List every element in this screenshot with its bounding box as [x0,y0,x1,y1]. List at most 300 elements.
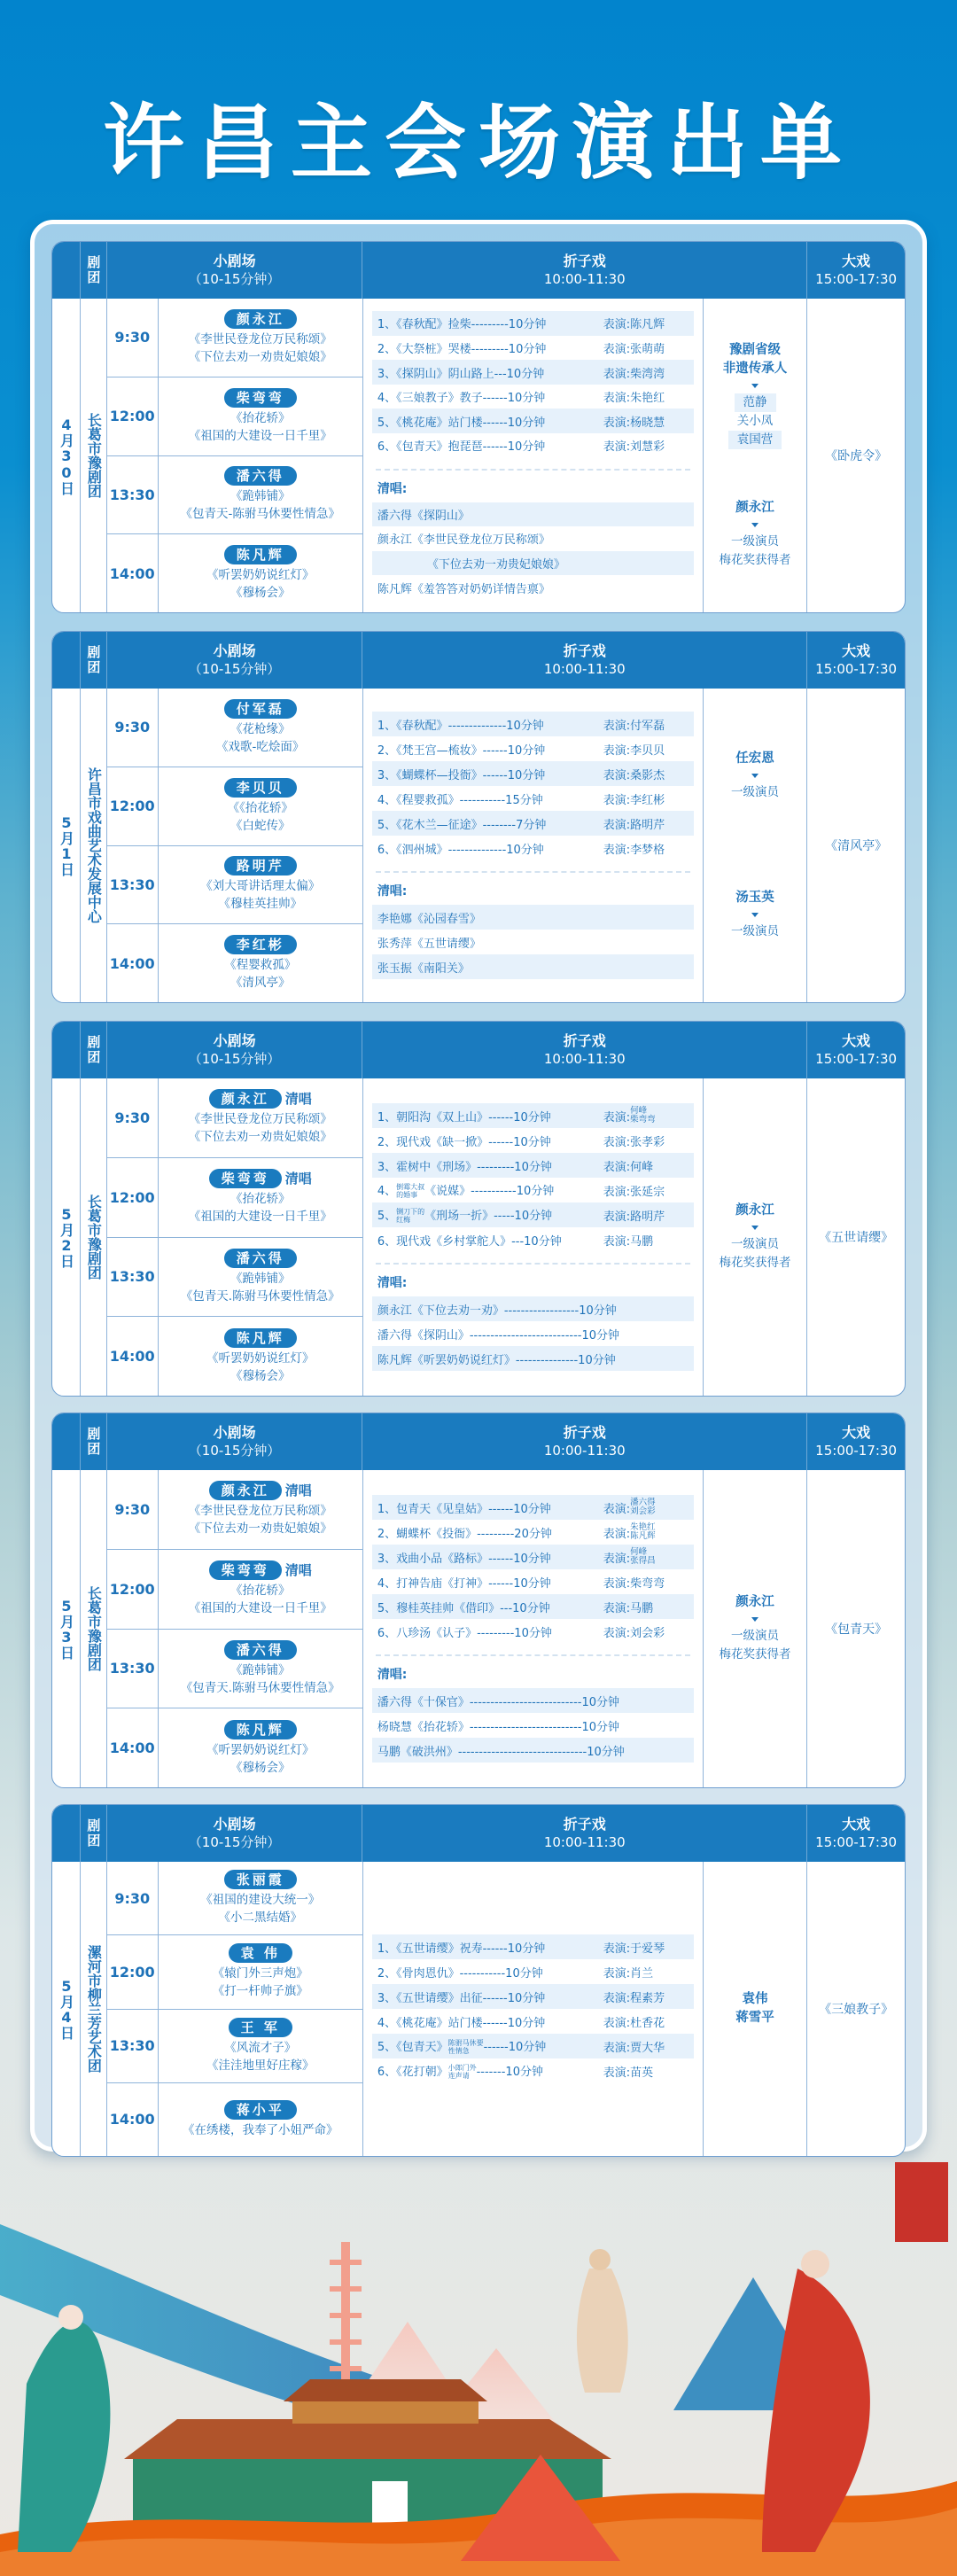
performer-badge: 张丽霞 [224,1870,297,1889]
zhezixi-performer [603,437,689,454]
subtitle-line: 铡刀下的 [396,1208,425,1217]
work-title: 《风流才子》 [224,2040,297,2055]
zhezixi-item [372,1984,694,2009]
work-title: 《洼洼地里好庄稼》 [206,2058,315,2073]
qingchang-item: 颜永江《李世民登龙位万民称颂》 [377,533,550,548]
zhezixi-title: 5、《桃花庵》站门楼------10分钟 [377,416,546,430]
zhezixi-item [372,385,694,409]
zhezixi-performer [603,1623,689,1640]
zhezixi-title: 1、《春秋配》捡柴---------10分钟 [377,318,547,332]
zhezixi-performer [603,1132,689,1149]
zhezixi-performer [603,1157,689,1174]
date-wrap [52,689,80,1002]
slot-time: 14:00 [107,1708,159,1787]
schedule-section [51,1804,906,2157]
header-zhezixi-label: 折子戏 [563,642,606,659]
performer-extra-label: 清唱 [284,1091,312,1108]
small-theater-slots [107,299,363,612]
performer-badge: 李红彬 [224,935,297,954]
qingchang-item: 陈凡辉《羞答答对奶奶详情告禀》 [377,582,550,596]
caret-down-icon [751,384,759,388]
header-zhezixi [362,632,807,689]
date-label: 5月3日 [58,1598,75,1660]
table-header [52,632,905,689]
qingchang-item: 潘六得《探阴山》---------------------------10分钟 [377,1328,620,1342]
performer-name: 刘会彩 [630,1506,656,1516]
performer-name: 潘六得 [630,1498,656,1507]
header-zhezixi-label: 折子戏 [563,1816,606,1833]
zhezixi-performer [603,413,689,430]
perform-prefix: 表演: [603,1234,631,1249]
time-slot-row [107,924,362,1002]
time-slot-row [107,2083,362,2156]
schedule-section [51,241,906,613]
zhezixi-item [372,1934,694,1959]
header-zhezixi-time: 10:00-11:30 [543,1051,626,1067]
work-title: 《穆杨会》 [230,1760,291,1775]
header-troupe [81,1022,107,1078]
zhezixi-title: 1、朝阳沟《双上山》------10分钟 [377,1110,551,1125]
date-label: 5月2日 [58,1206,75,1268]
subtitle-line: 的婚事 [396,1191,418,1200]
featured-heading: 蒋雪平 [735,2011,774,2025]
performer-name: 路明芹 [630,818,665,832]
qingchang-item: 《下位去劝一劝贵妃娘娘》 [372,551,694,576]
subtitle-line: 陈驸马休要 [447,2039,484,2048]
performer-badge: 蒋小平 [224,2100,297,2120]
perform-prefix: 表演: [603,1210,631,1224]
featured-group [720,1202,791,1272]
performer-row [224,935,297,954]
performer-badge: 陈凡辉 [224,1328,297,1348]
work-title: 《跪韩铺》 [230,1271,291,1286]
performer-name: 何峰 [630,1547,648,1557]
subtitle-line: 红梅 [396,1216,411,1225]
work-title: 《下位去劝一劝贵妃娘娘》 [188,1130,332,1145]
time-slot-row [107,299,362,377]
zhezixi-item [372,736,694,761]
zhezixi-item [372,1227,694,1252]
work-title: 《包青天-陈驸马休要性情急》 [180,507,340,522]
featured-performers-cell [704,299,808,612]
header-zhezixi [362,1805,807,1862]
time-slot-row [107,1470,362,1550]
perform-prefix: 表演: [603,367,631,381]
work-title: 《刘大哥讲话理太偏》 [200,879,321,894]
featured-group [723,341,788,449]
slot-time: 9:30 [107,1862,159,1934]
zhezixi-performer [603,1498,689,1516]
perform-prefix: 表演: [603,1135,631,1149]
zhezixi-performer [603,315,689,331]
perform-prefix: 表演: [603,2066,631,2080]
zhezixi-item [372,409,694,433]
zhezixi-title: 5、《花木兰—征途》--------7分钟 [377,818,547,832]
zhezixi-performer [603,388,689,405]
perform-prefix: 表演: [603,2016,631,2030]
featured-group [735,1990,774,2027]
header-small-theater-duration: （10-15分钟） [188,1051,281,1067]
time-slot-row [107,689,362,767]
small-theater-slots [107,689,363,1002]
featured-group [720,1593,791,1664]
slot-time: 12:00 [107,1158,159,1237]
performer-badge: 颜永江 [209,1089,282,1109]
performer-row [224,1640,297,1660]
work-title: 《李世民登龙位万民称颂》 [188,331,332,346]
troupe-name: 长葛市豫剧团 [85,413,103,498]
table-body [52,1078,905,1396]
qingchang-item: 陈凡辉《听罢奶奶说红灯》---------------10分钟 [372,1346,694,1371]
perform-prefix: 表演: [603,1966,631,1981]
perform-prefix: 表演: [603,2041,631,2055]
daxi-cell [807,1862,905,2156]
zhezixi-cell [363,299,704,612]
header-date-cell [52,1413,81,1470]
zhezixi-item [372,1545,694,1569]
zhezixi-item [372,712,694,736]
time-slot-row [107,1158,362,1238]
header-zhezixi-label: 折子戏 [563,253,606,269]
troupe-wrap [81,689,106,1002]
performer-name: 马鹏 [630,1601,654,1615]
zhezixi-title: 4、打神告庙《打神》------10分钟 [377,1576,551,1591]
daxi-title: 《三娘教子》 [819,2003,894,2017]
subtitle-line: 连声请 [447,2072,470,2081]
zhezixi-title: 1、《春秋配》--------------10分钟 [377,719,544,733]
troupe-wrap [81,1862,106,2156]
slot-content [159,1158,362,1237]
zhezixi-item [372,836,694,860]
work-title: 《穆杨会》 [230,1368,291,1383]
performer-badge: 柴弯弯 [224,388,297,408]
performer-name: 柴湾湾 [630,367,665,381]
slot-time: 14:00 [107,2083,159,2156]
performer-badge: 王 军 [229,2018,292,2037]
performer-name: 马鹏 [630,1234,654,1249]
perform-prefix: 表演: [603,743,631,758]
zhezixi-title: 5、《包青天》 陈驸马休要 性情急 ------10分钟 [377,2039,547,2056]
zhezixi-item [372,811,694,836]
performer-name: 刘慧彩 [630,440,665,455]
time-slot-row [107,1078,362,1158]
zhezixi-performer [603,364,689,381]
performer-name: 付军磊 [630,719,665,733]
header-zhezixi-time: 10:00-11:30 [543,661,626,677]
featured-group [720,499,791,570]
performer-row [224,778,297,798]
date-label: 4月30日 [58,416,75,495]
subtitle-line: 性情急 [447,2047,470,2056]
small-theater-slots [107,1862,363,2156]
slot-time: 13:30 [107,2010,159,2082]
header-small-theater-label: 小剧场 [213,253,256,269]
time-slot-row [107,1862,362,1935]
work-title: 《李世民登龙位万民称颂》 [188,1112,332,1127]
featured-note: 一级演员 [731,785,779,799]
time-slot-row [107,377,362,456]
performer-extra-label: 清唱 [284,1171,312,1187]
zhezixi-performer [603,2063,689,2080]
table-body [52,689,905,1002]
performer-badge: 陈凡辉 [224,1720,297,1739]
troupe-cell [81,1078,107,1396]
header-small-theater [107,1413,362,1470]
performer-name: 张孝彩 [630,1135,665,1149]
zhezixi-title: 3、《蝴蝶杯—投衙》------10分钟 [377,768,546,782]
troupe-name: 许昌市戏曲艺术发展中心 [85,767,103,923]
small-theater-slots [107,1078,363,1396]
time-slot-row [107,456,362,535]
performer-row [224,1870,297,1889]
work-title: 《祖国的大建设一日千里》 [188,1210,332,1225]
date-label: 5月1日 [58,814,75,876]
featured-heading: 非遗传承人 [722,362,788,376]
schedule-section [51,1021,906,1397]
schedule-section [51,631,906,1003]
zhezixi-performer [603,1939,689,1956]
performer-name: 肖兰 [630,1966,654,1981]
header-small-theater-duration: （10-15分钟） [188,1443,281,1459]
perform-prefix: 表演: [603,1527,631,1541]
header-date-cell [52,1805,81,1862]
work-title: 《抬花轿》 [230,410,291,425]
zhezixi-item [372,2034,694,2058]
daxi-cell [807,689,905,1002]
zhezixi-item [372,1495,694,1520]
zhezixi-performer [603,1107,689,1125]
header-small-theater-duration: （10-15分钟） [188,271,281,287]
performer-row [229,1943,292,1963]
header-daxi-label: 大戏 [842,642,871,659]
featured-note: 一级演员 [731,924,779,938]
zhezixi-subtitle [448,2064,477,2080]
zhezixi-title: 4、《桃花庵》站门楼------10分钟 [377,2016,546,2030]
header-daxi-time: 15:00-17:30 [815,1834,898,1850]
opera-illustration [0,2162,957,2576]
work-title: 《清风亭》 [230,976,291,991]
dashed-divider [376,871,690,873]
header-date-cell [52,632,81,689]
performer-name: 李贝贝 [630,743,665,758]
slot-content [159,1317,362,1396]
work-title: 《打一杆帅子旗》 [212,1984,308,1999]
header-troupe [81,632,107,689]
work-title: 《小二黑结婚》 [218,1911,302,1926]
qingchang-title: 清唱: [377,884,408,899]
zhezixi-performer [603,2013,689,2030]
featured-note: 一级演员 [731,534,779,549]
performer-name: 程素芳 [630,1991,665,2005]
header-small-theater [107,1022,362,1078]
header-troupe-label: 剧团 [85,1818,102,1848]
header-daxi-time: 15:00-17:30 [815,661,898,677]
qingchang-item: 颜永江《下位去劝一劝》------------------10分钟 [372,1296,694,1321]
slot-time: 9:30 [107,299,159,377]
caret-down-icon [751,774,759,778]
header-daxi-label: 大戏 [842,253,871,269]
slot-time: 12:00 [107,1935,159,2008]
performer-row [224,1249,297,1268]
header-small-theater-duration: （10-15分钟） [188,661,281,677]
perform-prefix: 表演: [603,793,631,807]
perform-prefix: 表演: [603,392,631,406]
zhezixi-title: 6、八珍汤《认子》---------10分钟 [377,1626,552,1640]
zhezixi-title: 3、《探阴山》阴山路上---10分钟 [377,367,545,381]
performer-badge: 颜永江 [224,309,297,329]
time-slot-row [107,1935,362,2009]
header-date-cell [52,1022,81,1078]
zhezixi-item [372,1619,694,1644]
work-title: 《在绣楼，我奉了小姐严命》 [182,2122,338,2137]
performer-name: 何峰 [630,1106,648,1116]
caret-down-icon [751,1226,759,1230]
table-header [52,1413,905,1470]
date-cell [52,1862,81,2156]
zhezixi-item [372,360,694,385]
header-small-theater-label: 小剧场 [213,1424,256,1441]
header-daxi [807,1022,905,1078]
performer-row [224,466,297,486]
header-daxi-time: 15:00-17:30 [815,271,898,287]
zhezixi-title: 2、《梵王宫—梳妆》------10分钟 [377,743,546,758]
zhezixi-performer [603,2038,689,2055]
slot-content [159,534,362,612]
table-body [52,1862,905,2156]
header-zhezixi-time: 10:00-11:30 [543,1443,626,1459]
performer-name: 刘会彩 [630,1626,665,1640]
performer-badge: 柴弯弯 [209,1560,282,1580]
date-cell [52,1470,81,1787]
featured-heading: 袁伟 [742,1992,768,2006]
performer-badge: 潘六得 [224,1640,297,1660]
zhezixi-title: 3、霍树中《刑场》---------10分钟 [377,1160,552,1174]
date-label: 5月4日 [58,1978,75,2040]
work-title: 《李世民登龙位万民称颂》 [188,1504,332,1519]
time-slot-row [107,1630,362,1709]
troupe-name: 漯河市柳兰芳艺术团 [85,1945,103,2073]
time-slot-row [107,846,362,925]
decorative-scene-icon [0,2162,957,2576]
troupe-name: 长葛市豫剧团 [85,1195,103,1280]
zhezixi-item [372,1153,694,1178]
work-title: 《抬花轿》 [230,1584,291,1599]
zhezixi-item [372,1959,694,1984]
date-wrap [52,1470,80,1787]
header-troupe-label: 剧团 [85,1427,102,1457]
slot-content [159,1550,362,1629]
performer-name: 陈凡辉 [630,318,665,332]
performer-pair [630,1498,656,1516]
time-slot-row [107,767,362,846]
header-small-theater-label: 小剧场 [213,1816,256,1833]
performer-badge: 陈凡辉 [224,545,297,564]
perform-prefix: 表演: [603,318,631,332]
daxi-cell [807,1078,905,1396]
zhezixi-item [372,2009,694,2034]
caret-down-icon [751,1617,759,1622]
perform-prefix: 表演: [603,818,631,832]
zhezixi-item [372,433,694,458]
performer-pair [630,1107,656,1125]
zhezixi-title: 4、 倒霉大叔 的婚事 《说媒》-----------10分钟 [377,1183,555,1200]
daxi-title: 《包青天》 [825,1623,888,1637]
slot-content [159,1470,362,1549]
performer-name: 于爱琴 [630,1942,665,1956]
work-title: 《戏歌-吃烩面》 [216,739,305,754]
zhezixi-performer [603,339,689,356]
performer-name: 张萌萌 [630,342,665,356]
work-title: 《祖国的大建设一日千里》 [188,428,332,443]
featured-note: 一级演员 [731,1237,779,1251]
perform-prefix: 表演: [603,1552,631,1566]
daxi-cell [807,1470,905,1787]
zhezixi-item [372,1128,694,1153]
performer-name: 柴弯弯 [630,1576,665,1591]
small-theater-slots [107,1470,363,1787]
performer-badge: 潘六得 [224,1249,297,1268]
performer-name: 李梦格 [630,843,665,857]
slot-content [159,1935,362,2008]
zhezixi-title: 1、包青天《见皇姑》------10分钟 [377,1502,551,1516]
featured-note: 一级演员 [731,1629,779,1643]
work-title: 《花枪缘》 [230,721,291,736]
qingchang-title: 清唱: [377,481,408,496]
perform-prefix: 表演: [603,1601,631,1615]
perform-prefix: 表演: [603,1502,631,1516]
zhezixi-item [372,761,694,786]
work-title: 《穆杨会》 [230,586,291,601]
zhezixi-title: 2、现代戏《缺一掀》------10分钟 [377,1135,551,1149]
date-wrap [52,1078,80,1396]
page-title: 许昌主会场演出单 [102,95,854,191]
featured-heading: 颜永江 [735,1203,774,1218]
performer-row [224,2100,297,2120]
zhezixi-cell [363,1470,704,1787]
header-troupe-label: 剧团 [85,645,102,675]
perform-prefix: 表演: [603,440,631,455]
performer-extra-label: 清唱 [284,1562,312,1579]
featured-name: 关小凤 [736,414,774,428]
featured-name: 范静 [735,393,776,412]
performer-row [209,1089,312,1109]
header-daxi-time: 15:00-17:30 [815,1443,898,1459]
header-daxi [807,1805,905,1862]
zhezixi-item [372,1202,694,1227]
zhezixi-item [372,336,694,361]
qingchang-item: 潘六得《探阴山》 [372,502,694,527]
header-zhezixi [362,1413,807,1470]
zhezixi-item [372,786,694,811]
slot-content [159,299,362,377]
perform-prefix: 表演: [603,768,631,782]
zhezixi-title: 6、《包青天》抱琵琶------10分钟 [377,440,546,455]
performer-badge: 李贝贝 [224,778,297,798]
perform-prefix: 表演: [603,1576,631,1591]
zhezixi-title: 6、《泗州城》--------------10分钟 [377,843,544,857]
header-zhezixi-label: 折子戏 [563,1032,606,1049]
zhezixi-title: 4、《三娘教子》教子------10分钟 [377,392,546,406]
zhezixi-item [372,311,694,336]
performer-name: 杜香花 [630,2016,665,2030]
header-daxi [807,1413,905,1470]
header-zhezixi-time: 10:00-11:30 [543,1834,626,1850]
zhezixi-subtitle [448,2039,484,2055]
featured-performers-cell [704,1862,808,2156]
header-daxi-label: 大戏 [842,1816,871,1833]
work-title: 《《抬花轿》 [227,800,293,815]
featured-note: 梅花奖获得者 [719,1256,791,1270]
